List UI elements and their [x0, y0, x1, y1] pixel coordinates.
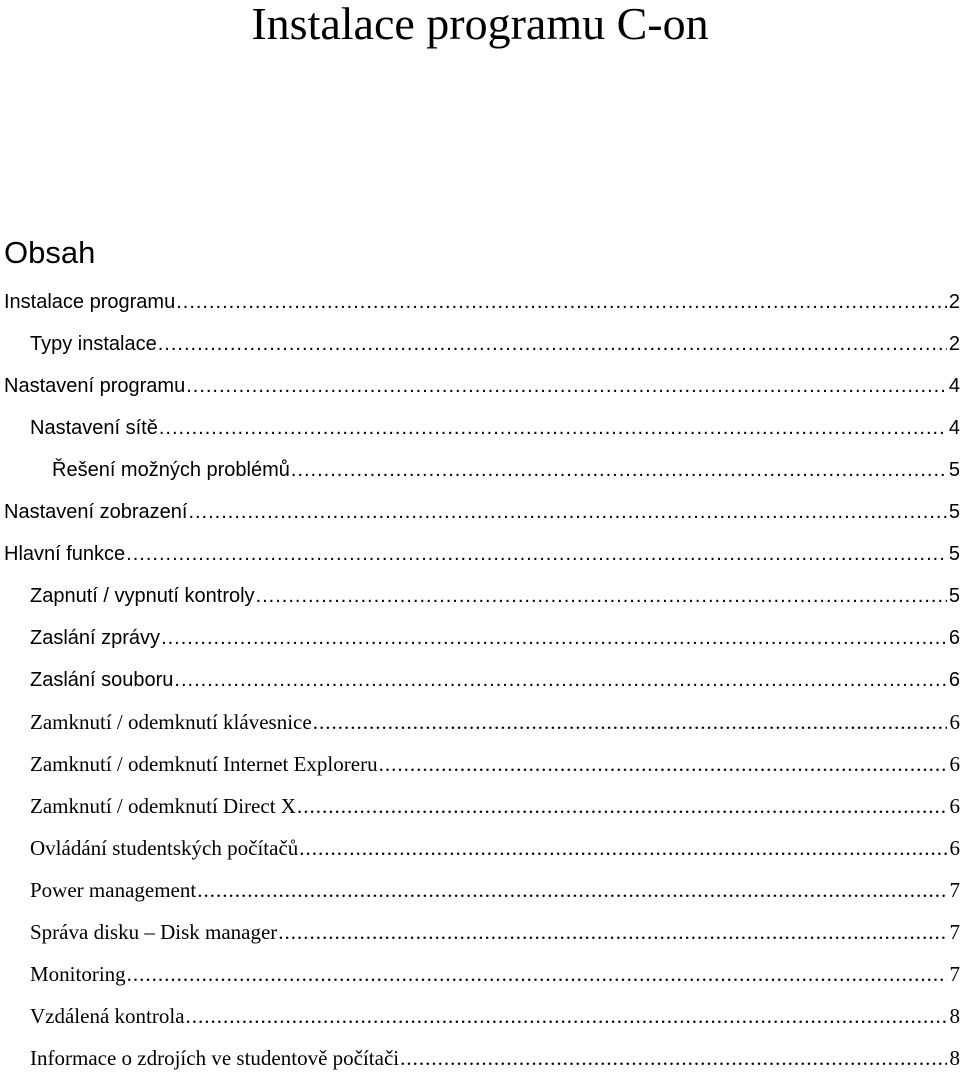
toc-entry[interactable]: [4, 407, 960, 449]
toc-entry-label: Zapnutí / vypnutí kontroly: [30, 585, 255, 607]
toc-entry-page: 7: [949, 962, 960, 986]
toc-entry[interactable]: [4, 617, 960, 659]
toc-entry-page: 2: [948, 333, 960, 355]
toc-dot-leader: [186, 365, 947, 407]
toc-entry-label: Typy instalace: [30, 333, 157, 355]
toc-entry[interactable]: [4, 995, 960, 1037]
toc-dot-leader: [176, 281, 947, 323]
toc-entry-page: 6: [949, 794, 960, 818]
toc-entry-label: Zaslání souboru: [30, 669, 174, 691]
toc-entry-page: 8: [949, 1004, 960, 1028]
toc-entry-label: Zamknutí / odemknutí Direct X: [30, 794, 296, 818]
document-title: Instalace programu C-on: [251, 0, 709, 49]
table-of-contents: [4, 281, 960, 1079]
toc-dot-leader: [126, 533, 947, 575]
toc-entry[interactable]: [4, 785, 960, 827]
toc-entry-label: Power management: [30, 878, 197, 902]
toc-entry[interactable]: [4, 743, 960, 785]
toc-entry-label: Zaslání zprávy: [30, 627, 161, 649]
toc-entry[interactable]: [4, 869, 960, 911]
toc-entry[interactable]: [4, 1037, 960, 1079]
toc-entry-label: Správa disku – Disk manager: [30, 920, 278, 944]
toc-entry-page: 5: [948, 585, 960, 607]
toc-entry-label: Řešení možných problémů: [52, 459, 290, 481]
toc-entry[interactable]: [4, 281, 960, 323]
toc-dot-leader: [256, 575, 947, 617]
toc-entry[interactable]: [4, 449, 960, 491]
toc-entry-label: Hlavní funkce: [4, 543, 126, 565]
toc-entry-page: 6: [949, 836, 960, 860]
toc-dot-leader: [158, 323, 947, 365]
toc-entry-label: Nastavení zobrazení: [4, 501, 188, 523]
toc-entry-label: Monitoring: [30, 962, 126, 986]
toc-entry[interactable]: [4, 575, 960, 617]
toc-entry-label: Ovládání studentských počítačů: [30, 836, 299, 860]
toc-entry-page: 4: [948, 375, 960, 397]
toc-entry-page: 6: [948, 627, 960, 649]
toc-entry-page: 4: [948, 417, 960, 439]
toc-entry[interactable]: [4, 953, 960, 995]
toc-dot-leader: [291, 449, 947, 491]
toc-entry[interactable]: [4, 533, 960, 575]
toc-entry[interactable]: [4, 827, 960, 869]
toc-entry-page: 5: [948, 543, 960, 565]
toc-entry[interactable]: [4, 701, 960, 743]
toc-entry-page: 5: [948, 459, 960, 481]
toc-entry-page: 8: [949, 1046, 960, 1070]
toc-dot-leader: [299, 827, 947, 869]
toc-entry[interactable]: [4, 659, 960, 701]
toc-entry-label: Nastavení sítě: [30, 417, 158, 439]
toc-entry-label: Nastavení programu: [4, 375, 186, 397]
toc-entry-page: 6: [949, 752, 960, 776]
toc-entry-page: 2: [948, 291, 960, 313]
toc-dot-leader: [159, 407, 947, 449]
toc-dot-leader: [188, 491, 947, 533]
toc-dot-leader: [278, 911, 947, 953]
toc-entry-label: Informace o zdrojích ve studentově počítači: [30, 1046, 400, 1070]
toc-heading: Obsah: [4, 235, 96, 270]
toc-dot-leader: [379, 743, 947, 785]
toc-dot-leader: [197, 869, 947, 911]
toc-entry-page: 6: [948, 669, 960, 691]
toc-entry-page: 7: [949, 878, 960, 902]
toc-entry-label: Vzdálená kontrola: [30, 1004, 185, 1028]
toc-entry[interactable]: [4, 911, 960, 953]
toc-entry-page: 7: [949, 920, 960, 944]
toc-dot-leader: [297, 785, 947, 827]
toc-dot-leader: [174, 659, 947, 701]
toc-entry[interactable]: [4, 365, 960, 407]
toc-entry-page: 5: [948, 501, 960, 523]
toc-entry-label: Instalace programu: [4, 291, 176, 313]
toc-dot-leader: [313, 701, 947, 743]
toc-entry-label: Zamknutí / odemknutí klávesnice: [30, 710, 312, 734]
toc-dot-leader: [186, 995, 947, 1037]
toc-dot-leader: [400, 1037, 947, 1079]
toc-entry[interactable]: [4, 491, 960, 533]
toc-entry-label: Zamknutí / odemknutí Internet Exploreru: [30, 752, 378, 776]
toc-dot-leader: [161, 617, 947, 659]
toc-dot-leader: [127, 953, 947, 995]
toc-entry[interactable]: [4, 323, 960, 365]
toc-entry-page: 6: [949, 710, 960, 734]
